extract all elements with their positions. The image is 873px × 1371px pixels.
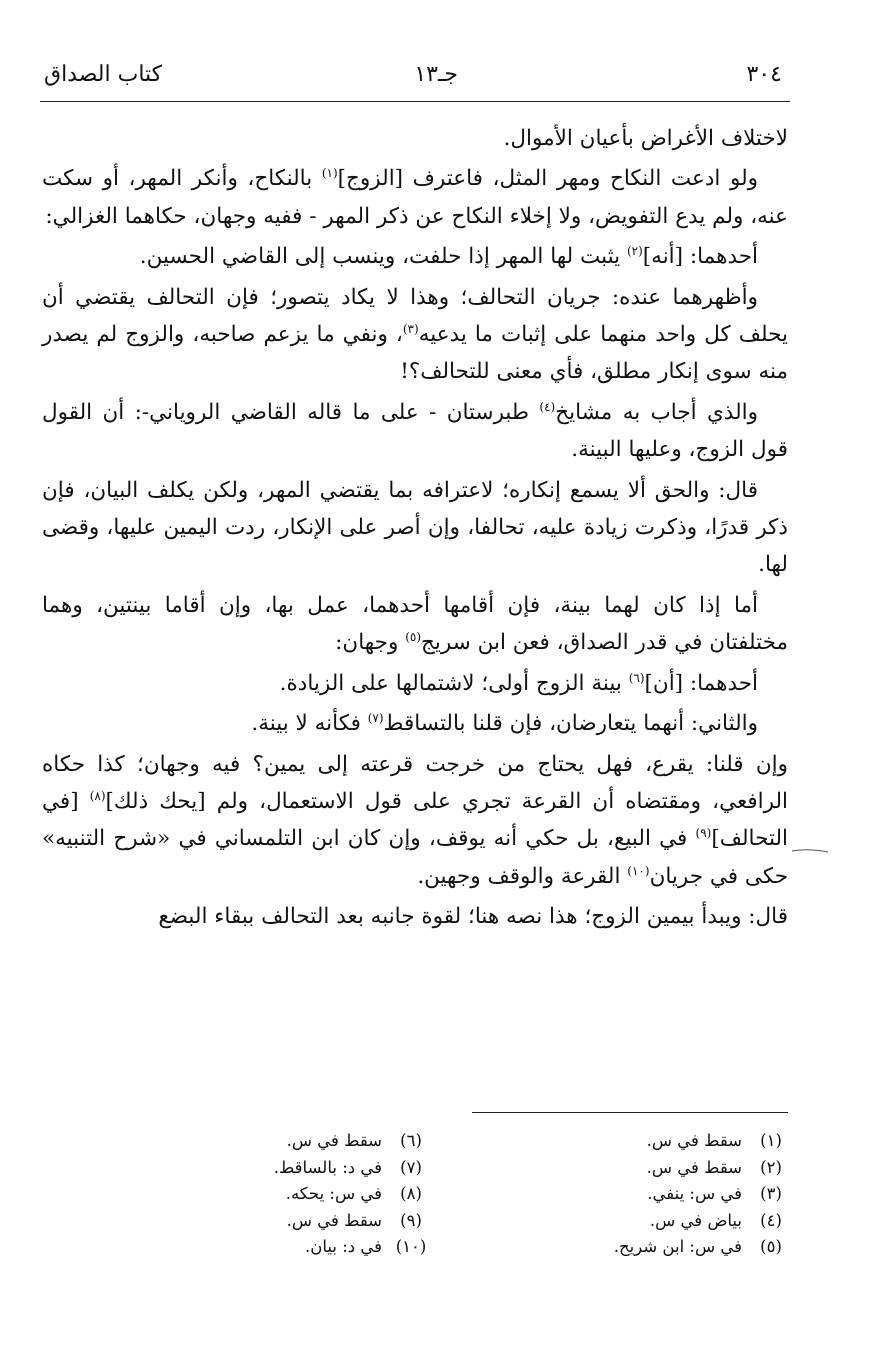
paragraph: والذي أجاب به مشايخ$^{(٤)}$ طبرستان - على ما قاله القاضي الروياني-: أن القول قول الزوج، وعليها البينة. bbox=[42, 399, 788, 463]
footnote-ref: (٩) bbox=[695, 826, 712, 841]
footnote-rule bbox=[472, 1112, 788, 1113]
paragraph: قال: ويبدأ بيمين الزوج؛ هذا نصه هنا؛ لقوة جانبه بعد التحالف ببقاء البضع bbox=[158, 904, 788, 930]
main-text bbox=[42, 120, 788, 939]
footnote-ref: (١) bbox=[321, 166, 338, 181]
footnote-item: (٨) في س: يحكه. bbox=[285, 1184, 422, 1203]
footnote-item: (٧) في د: بالساقط. bbox=[273, 1157, 422, 1177]
footnote-item: (٤) بياض في س. bbox=[649, 1210, 782, 1230]
footnote-ref: (٢) bbox=[626, 244, 643, 259]
footnote-ref: (٧) bbox=[367, 710, 384, 725]
footnote-ref: (٨) bbox=[89, 788, 106, 803]
paragraph: وإن قلنا: يقرع، فهل يحتاج من خرجت قرعته إلى يمين؟ فيه وجهان؛ كذا حكاه الرافعي، ومقتضاه أن القرعة تجري على قول الاستعمال، ولم [يحك ذلك]$^{(٨)}$ [في التحالف]$^{(٩)}$ في البيع، بل حكي أنه يوقف، وإن كان ابن التلمساني في «شرح التنبيه» حكى في جريان$^{(١٠)}$ القرعة والوقف وجهين. bbox=[42, 751, 788, 889]
paragraph: لاختلاف الأغراض بأعيان الأموال. bbox=[503, 126, 788, 151]
footnote-ref: (٣) bbox=[402, 321, 419, 336]
paragraph: ولو ادعت النكاح ومهر المثل، فاعترف [الزوج]$^{(١)}$ بالنكاح، وأنكر المهر، أو سكت عنه، ولم يدع التفويض، ولا إخلاء النكاح عن ذكر المهر - ففيه وجهان، حكاهما الغزالي: bbox=[42, 166, 788, 229]
footnote-item: (٩) سقط في س. bbox=[286, 1210, 422, 1230]
footnote-item: (١٠) في د: بيان. bbox=[305, 1237, 427, 1256]
paragraph: وأظهرهما عنده: جريان التحالف؛ وهذا لا يكاد يتصور؛ فإن التحالف يقتضي أن يحلف كل واحد منهما على إثبات ما يدعيه$^{(٣)}$، ونفي ما يزعم صاحبه، والزوج لم يصدر منه سوى إنكار مطلق، فأي معنى للتحالف؟! bbox=[42, 284, 789, 385]
paragraph: أحدهما: [أنه]$^{(٢)}$ يثبت لها المهر إذا حلفت، وينسب إلى القاضي الحسين. bbox=[139, 244, 758, 270]
footnote-item: (١) سقط في س. bbox=[646, 1131, 782, 1150]
running-header bbox=[40, 58, 788, 98]
footnote-item: (٣) في س: ينفي. bbox=[647, 1184, 782, 1203]
footnote-item: (٢) سقط في س. bbox=[646, 1157, 782, 1177]
paragraph: قال: والحق ألا يسمع إنكاره؛ لاعترافه بما يقتضي المهر، ولكن يكلف البيان، فإن ذكر قدرًا، وذكرت زيادة عليه، تحالفا، وإن أصر على الإنكار، ردت اليمين عليها، وقضى لها. bbox=[42, 477, 788, 578]
page-number: ٣٠٤ bbox=[746, 62, 782, 87]
book-title: كتاب الصداق bbox=[44, 62, 163, 87]
footnotes bbox=[250, 1128, 788, 1288]
footnote-item: (٥) في س: ابن شريح. bbox=[613, 1237, 782, 1256]
paragraph: أما إذا كان لهما بينة، فإن أقامها أحدهما، عمل بها، وإن أقاما بينتين، وهما مختلفتان في قدر الصداق، فعن ابن سريج$^{(٥)}$ وجهان: bbox=[42, 592, 788, 656]
footnote-ref: (٦) bbox=[628, 670, 645, 685]
footnote-item: (٦) سقط في س. bbox=[286, 1131, 422, 1150]
volume-label: جـ١٣ bbox=[414, 62, 458, 87]
paragraph: أحدهما: [أن]$^{(٦)}$ بينة الزوج أولى؛ لاشتمالها على الزيادة. bbox=[279, 670, 758, 696]
footnotes-column-right bbox=[528, 1128, 788, 1261]
margin-mark bbox=[790, 845, 830, 855]
footnote-ref: (٤) bbox=[539, 399, 556, 414]
footnote-ref: (١٠) bbox=[627, 863, 650, 878]
footnote-ref: (٥) bbox=[405, 630, 422, 645]
footnotes-column-left bbox=[168, 1128, 428, 1261]
header-rule bbox=[40, 101, 790, 102]
paragraph: والثاني: أنهما يتعارضان، فإن قلنا بالتساقط$^{(٧)}$ فكأنه لا بينة. bbox=[251, 710, 758, 737]
